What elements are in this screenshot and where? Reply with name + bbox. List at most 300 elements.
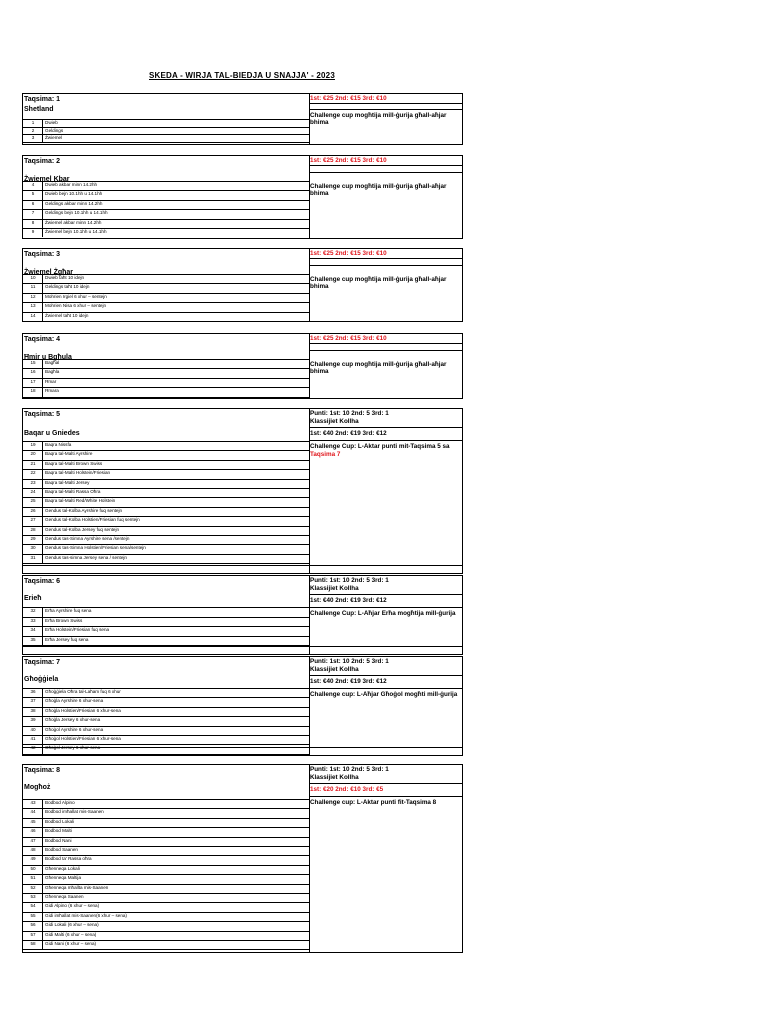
row-separator: [42, 847, 43, 855]
section-label: Taqsima: 6: [24, 578, 61, 585]
section-taqsima-7: [22, 656, 463, 756]
entry-description: Bodbod imħallat mis-Saanen: [45, 809, 104, 815]
entry-number: 42: [30, 745, 36, 751]
entry-number: 23: [30, 479, 36, 485]
points-scheme: Punti: 1st: 10 2nd: 5 3rd: 1: [310, 410, 389, 417]
entry-row: [22, 818, 309, 827]
entry-description: Għoġol Holstien/Friesian 6 xhur-sena: [45, 736, 121, 741]
prize-money: 1st: €25 2nd: €15 3rd: €10: [310, 250, 387, 257]
row-separator: [42, 191, 43, 199]
section-label: Taqsima: 1: [24, 96, 61, 103]
entry-row: [22, 837, 309, 846]
entry-row: [22, 293, 309, 302]
entry-row: [22, 219, 309, 228]
row-separator: [42, 220, 43, 228]
entry-row: [22, 799, 309, 808]
entry-row: [22, 865, 309, 874]
row-separator: [42, 303, 43, 311]
row-separator: [42, 128, 43, 135]
header-rule: [310, 172, 462, 173]
row-separator: [42, 527, 43, 535]
row-separator: [42, 545, 43, 553]
row-separator: [42, 800, 43, 808]
entry-number: 44: [30, 809, 36, 815]
table-bottom-rule: [22, 754, 309, 755]
entry-description: Dwieb bejn 10.1hh u 14.1hh: [45, 191, 103, 197]
challenge-cup-note: Challenge cup mogħtija mill-ġurija għall-aħjar bhima: [310, 276, 447, 290]
row-separator: [42, 941, 43, 949]
header-rule: [310, 688, 462, 689]
section-footer-rule: [22, 646, 463, 647]
entry-description: Geldings akbar minn 14.2hh: [45, 200, 103, 206]
section-label: Taqsima: 7: [24, 659, 61, 666]
entry-number: 32: [30, 608, 36, 613]
entry-description: Bodbod Alpino: [45, 800, 75, 805]
entry-number: 38: [30, 707, 36, 713]
row-separator: [42, 313, 43, 321]
entry-number: 6: [31, 200, 35, 206]
row-separator: [42, 894, 43, 902]
entry-row: [22, 119, 309, 127]
entry-description: Bodbod Nani: [45, 837, 72, 843]
row-separator: [42, 922, 43, 930]
entry-description: Mohrien Irgiel 6 xhur – sentejn: [45, 293, 107, 299]
section-name: Mogħoż: [24, 784, 51, 791]
classes-label: Klassijiet Kollha: [310, 418, 359, 425]
section-name: Żwiemel Kbar: [24, 176, 70, 183]
entry-description: Erħa Ayrshire fuq sena: [45, 608, 92, 613]
entry-description: Għoġġiela Oħra tal-Laħam fuq 6 xhur: [45, 689, 121, 694]
entry-number: 12: [30, 293, 36, 299]
entry-number: 26: [30, 507, 36, 513]
entry-number: 48: [30, 847, 36, 852]
row-separator: [42, 379, 43, 387]
entry-number: 37: [30, 698, 36, 704]
entry-number: 47: [30, 837, 36, 843]
section-taqsima-6: [22, 575, 463, 655]
entry-row: [22, 302, 309, 311]
row-separator: [42, 637, 43, 646]
entry-row: [22, 554, 309, 563]
header-rule: [310, 440, 462, 441]
row-separator: [42, 480, 43, 488]
entry-number: 25: [30, 498, 36, 504]
section-name: Erieħ: [24, 595, 42, 602]
prize-money: 1st: €40 2nd: €19 3rd: €12: [310, 597, 387, 604]
header-rule: [310, 343, 462, 344]
entry-description: Żwiemel bejn 10.1hh u 14.1hh: [45, 229, 107, 234]
entry-number: 16: [30, 369, 36, 375]
entry-row: [22, 931, 309, 940]
row-separator: [42, 627, 43, 636]
entry-description: Dwieb taħt 10 idejn: [45, 275, 85, 280]
section-name: Shetland: [24, 106, 54, 113]
entry-description: Baqra tal-Malti Ayrshire: [45, 451, 93, 457]
challenge-cup-note-continuation: Taqsima 7: [310, 451, 341, 458]
entry-description: Għoġol Ayrshire 6 xhur-sena: [45, 726, 104, 732]
entry-row: [22, 607, 309, 617]
entry-row: [22, 479, 309, 488]
entry-row: [22, 497, 309, 506]
section-name: Ħmir u Bgħula: [24, 354, 72, 361]
entry-row: [22, 921, 309, 930]
entry-row: [22, 617, 309, 627]
row-separator: [42, 275, 43, 283]
entry-number: 24: [30, 489, 36, 494]
entry-number: 35: [30, 636, 36, 642]
classes-label: Klassijiet Kollha: [310, 666, 359, 673]
row-separator: [42, 809, 43, 817]
section-footer-rule: [22, 747, 463, 748]
entry-description: Dwieb akbar minn 14.2hh: [45, 182, 98, 187]
entry-number: 45: [30, 818, 36, 824]
entry-row: [22, 274, 309, 283]
entry-description: Geldings taħt 10 idejn: [45, 284, 90, 290]
row-separator: [42, 717, 43, 725]
row-separator: [42, 913, 43, 921]
entry-description: Ħmara: [45, 388, 59, 394]
entry-row: [22, 127, 309, 135]
entry-row: [22, 688, 309, 697]
entry-description: Bodbod ta' Rassa oħra: [45, 856, 92, 862]
entry-number: 54: [30, 903, 36, 909]
row-separator: [42, 689, 43, 697]
section-name: Baqar u Gniedes: [24, 430, 80, 437]
table-bottom-rule: [22, 142, 309, 143]
section-label: Taqsima: 3: [24, 251, 61, 258]
row-separator: [42, 618, 43, 627]
classes-label: Klassijiet Kollha: [310, 774, 359, 781]
prize-money: 1st: €25 2nd: €15 3rd: €10: [310, 95, 387, 102]
entry-number: 4: [31, 182, 35, 187]
entry-number: 36: [30, 689, 36, 694]
entry-description: Geldings bejn 10.1hh u 14.1hh: [45, 210, 108, 216]
entry-number: 5: [31, 191, 35, 197]
entry-description: Żwiemel: [45, 135, 63, 141]
entry-description: Gendus tas-simna Jersey sena / sentejn: [45, 554, 127, 560]
row-separator: [42, 736, 43, 744]
entry-row: [22, 507, 309, 516]
entry-description: Bodbod Saanen: [45, 847, 78, 852]
entry-number: 7: [31, 210, 35, 216]
entry-row: [22, 940, 309, 949]
entry-row: [22, 726, 309, 735]
entry-number: 3: [31, 135, 35, 141]
points-scheme: Punti: 1st: 10 2nd: 5 3rd: 1: [310, 658, 389, 665]
row-separator: [42, 903, 43, 911]
challenge-cup-note: Challenge cup mogħtija mill-ġurija għall-aħjar bhima: [310, 112, 447, 126]
entry-description: Bagħla: [45, 369, 60, 375]
header-rule: [310, 594, 462, 595]
prize-money: 1st: €40 2nd: €19 3rd: €12: [310, 678, 387, 685]
row-separator: [42, 388, 43, 396]
entry-description: Gendus tal-Kolba Jersey fuq sentejn: [45, 526, 120, 532]
entry-number: 52: [30, 884, 36, 890]
row-separator: [42, 555, 43, 563]
entry-row: [22, 134, 309, 142]
entry-row: [22, 846, 309, 855]
section-taqsima-5: [22, 408, 463, 574]
row-separator: [42, 698, 43, 706]
entry-description: Bodbod Malti: [45, 828, 72, 834]
classes-label: Klassijiet Kollha: [310, 585, 359, 592]
row-separator: [42, 856, 43, 864]
entry-row: [22, 469, 309, 478]
prize-money: 1st: €20 2nd: €10 3rd: €5: [310, 786, 384, 793]
row-separator: [42, 498, 43, 506]
section-taqsima-2: [22, 155, 463, 239]
entry-number: 17: [30, 378, 36, 384]
entry-description: Erħa Brown Swiss: [45, 617, 83, 623]
entry-number: 11: [30, 284, 36, 290]
entry-row: [22, 697, 309, 706]
entry-description: Dwieb: [45, 120, 58, 125]
entry-description: Għoġla Jersey 6 xhur-sena: [45, 717, 101, 723]
row-separator: [42, 828, 43, 836]
entry-row: [22, 636, 309, 646]
entry-number: 10: [30, 275, 36, 280]
header-rule: [310, 427, 462, 428]
entry-row: [22, 460, 309, 469]
prize-money: 1st: €40 2nd: €19 3rd: €12: [310, 430, 387, 437]
row-separator: [42, 294, 43, 302]
entry-row: [22, 526, 309, 535]
row-separator: [42, 727, 43, 735]
entry-row: [22, 283, 309, 292]
header-rule: [310, 783, 462, 784]
entry-number: 13: [30, 303, 36, 309]
row-separator: [42, 517, 43, 525]
entry-description: Erħa Jersey fuq sena: [45, 636, 89, 642]
entry-description: Mohrien Nisa 6 xhur – sentejn: [45, 303, 107, 309]
row-separator: [42, 120, 43, 127]
entry-number: 19: [30, 442, 36, 447]
challenge-cup-note: Challenge Cup: L-Aktar punti mit-Taqsima 5 sa: [310, 443, 450, 450]
entry-description: Geldings: [45, 127, 64, 133]
entry-description: Gidi Nani (6 xhur – sena): [45, 941, 97, 946]
entry-description: Baqra tal-Malti Holstein/Friesian: [45, 470, 111, 476]
entry-description: Gendus tal-Kolba Ayrshire fuq sentejn: [45, 507, 123, 513]
row-separator: [42, 838, 43, 846]
entry-description: Għoġla Holstien/Friesian 6 xhur-sena: [45, 707, 121, 713]
section-label: Taqsima: 4: [24, 336, 61, 343]
section-taqsima-4: [22, 333, 463, 399]
entry-number: 43: [30, 800, 36, 805]
challenge-cup-note: Challenge cup: L-Aktar punti fit-Taqsima 8: [310, 799, 437, 806]
entry-row: [22, 544, 309, 553]
header-rule: [310, 350, 462, 351]
challenge-cup-note: Challenge cup: L-Aħjar Għoġol mogħti mill-ġurija: [310, 691, 458, 698]
row-separator: [42, 708, 43, 716]
entry-number: 53: [30, 894, 36, 899]
document-title: SKEDA - WIRJA TAL-BIEDJA U SNAJJA' - 2023: [149, 71, 335, 80]
entry-row: [22, 855, 309, 864]
entry-row: [22, 893, 309, 902]
section-label: Taqsima: 2: [24, 158, 61, 165]
entry-description: Gendus tal-Kolba Holstien/Friesian fuq sentejn: [45, 517, 140, 523]
row-separator: [42, 369, 43, 377]
row-separator: [42, 210, 43, 218]
entry-row: [22, 368, 309, 377]
entry-row: [22, 441, 309, 450]
entry-row: [22, 912, 309, 921]
entry-row: [22, 707, 309, 716]
row-separator: [42, 489, 43, 497]
entry-description: Żwiemel taħt 10 idejn: [45, 312, 89, 318]
entry-number: 56: [30, 922, 36, 928]
entry-number: 50: [30, 865, 36, 871]
entry-number: 15: [30, 360, 36, 365]
row-separator: [42, 819, 43, 827]
table-bottom-rule: [22, 397, 309, 398]
header-rule: [310, 675, 462, 676]
entry-description: Għoġla Ayrshire 6 xhur-sena: [45, 698, 104, 704]
entry-description: Żwiemel akbar minn 14.2hh: [45, 219, 102, 225]
row-separator: [42, 229, 43, 237]
entry-row: [22, 884, 309, 893]
entry-row: [22, 874, 309, 883]
entry-number: 33: [30, 617, 36, 623]
row-separator: [42, 284, 43, 292]
entry-number: 55: [30, 912, 36, 918]
entry-row: [22, 735, 309, 744]
entry-number: 14: [30, 312, 36, 318]
entry-number: 18: [30, 388, 36, 394]
row-separator: [42, 932, 43, 940]
entry-number: 1: [31, 120, 35, 125]
entry-row: [22, 827, 309, 836]
entry-row: [22, 902, 309, 911]
entry-description: Baqra tal-Malti Jersey: [45, 479, 90, 485]
entry-row: [22, 209, 309, 218]
section-name: Għoġġiela: [24, 676, 59, 683]
points-scheme: Punti: 1st: 10 2nd: 5 3rd: 1: [310, 766, 389, 773]
row-separator: [42, 470, 43, 478]
entry-number: 49: [30, 856, 36, 862]
entry-description: Għoġol Jersey 6 xhur-sena: [45, 745, 101, 751]
entry-row: [22, 200, 309, 209]
row-separator: [42, 201, 43, 209]
entry-row: [22, 516, 309, 525]
entry-description: Baqra tal-Malti Red/White Holstein: [45, 498, 116, 504]
header-rule: [310, 258, 462, 259]
row-separator: [42, 536, 43, 544]
row-separator: [42, 461, 43, 469]
entry-description: Erħa Holstein/Friesian fuq sena: [45, 627, 110, 633]
section-taqsima-3: [22, 248, 463, 322]
entry-number: 40: [30, 726, 36, 732]
entry-row: [22, 387, 309, 396]
entry-description: Bagħal: [45, 360, 60, 365]
row-separator: [42, 508, 43, 516]
entry-description: Għenneqa Lokali: [45, 865, 80, 871]
entry-description: Gendus tas-Simna Holstien/Friesian sena/sentejn: [45, 545, 146, 551]
entry-number: 41: [30, 736, 36, 741]
entry-number: 2: [31, 127, 35, 133]
entry-row: [22, 535, 309, 544]
entry-description: Għenneqa Maltija: [45, 875, 82, 881]
entry-number: 22: [30, 470, 36, 476]
entry-row: [22, 228, 309, 237]
entry-number: 39: [30, 717, 36, 723]
row-separator: [42, 182, 43, 190]
prize-money: 1st: €25 2nd: €15 3rd: €10: [310, 335, 387, 342]
row-separator: [42, 885, 43, 893]
entry-row: [22, 488, 309, 497]
section-label: Taqsima: 8: [24, 767, 61, 774]
points-scheme: Punti: 1st: 10 2nd: 5 3rd: 1: [310, 577, 389, 584]
row-separator: [42, 442, 43, 450]
row-separator: [42, 451, 43, 459]
entry-number: 57: [30, 931, 36, 937]
entry-number: 9: [31, 229, 35, 234]
section-taqsima-1: [22, 93, 463, 145]
entry-row: [22, 716, 309, 725]
entry-number: 58: [30, 941, 36, 946]
row-separator: [42, 875, 43, 883]
prize-money: 1st: €25 2nd: €15 3rd: €10: [310, 157, 387, 164]
entry-description: Baqra tal-Malti Rassa Oħra: [45, 489, 101, 494]
entry-description: Bodbod Lokali: [45, 818, 75, 824]
entry-description: Għenneqa mħallta mis-Saanen: [45, 884, 109, 890]
entry-number: 21: [30, 460, 36, 466]
row-separator: [42, 866, 43, 874]
row-separator: [42, 360, 43, 368]
challenge-cup-note: Challenge Cup: L-Aħjar Erħa mogħtija mill-ġurija: [310, 610, 456, 617]
challenge-cup-note: Challenge cup mogħtija mill-ġurija għall-aħjar bhima: [310, 361, 447, 375]
row-separator: [42, 135, 43, 142]
entry-description: Baqra tal-Malti Brown Swiss: [45, 460, 103, 466]
header-rule: [310, 265, 462, 266]
entry-number: 30: [30, 545, 36, 551]
section-footer-rule: [22, 565, 463, 566]
section-label: Taqsima: 5: [24, 411, 61, 418]
entry-number: 20: [30, 451, 36, 457]
table-bottom-rule: [22, 949, 309, 950]
entry-row: [22, 450, 309, 459]
header-rule: [310, 109, 462, 110]
section-name: Żwiemel Żgħar: [24, 269, 74, 276]
entry-number: 27: [30, 517, 36, 523]
entry-row: [22, 744, 309, 753]
entry-description: Baqra Nissfa: [45, 442, 72, 447]
entry-number: 31: [30, 554, 36, 560]
entry-row: [22, 181, 309, 190]
entry-number: 46: [30, 828, 36, 834]
section-taqsima-8: [22, 764, 463, 953]
entry-number: 8: [31, 219, 35, 225]
entry-number: 29: [30, 536, 36, 541]
row-separator: [42, 608, 43, 617]
entry-description: Għenneqa Saanen: [45, 894, 84, 899]
header-rule: [310, 607, 462, 608]
entry-description: Ħmar: [45, 378, 57, 384]
entry-description: Gidi imħallat mis-Saanen(6 xhur – sena): [45, 912, 127, 918]
entry-row: [22, 378, 309, 387]
entry-row: [22, 359, 309, 368]
entry-description: Gidi Malti (6 xhur – sena): [45, 931, 97, 937]
entry-row: [22, 808, 309, 817]
entry-description: Gidi Lokali (6 xhur – sena): [45, 922, 99, 928]
entry-number: 34: [30, 627, 36, 633]
entry-number: 28: [30, 526, 36, 532]
entry-description: Gendus tas-Simna Ayrshire sena /sentejn: [45, 536, 130, 541]
entry-row: [22, 190, 309, 199]
column-divider: [309, 155, 310, 239]
entry-number: 51: [30, 875, 36, 881]
header-rule: [310, 165, 462, 166]
entry-row: [22, 312, 309, 321]
